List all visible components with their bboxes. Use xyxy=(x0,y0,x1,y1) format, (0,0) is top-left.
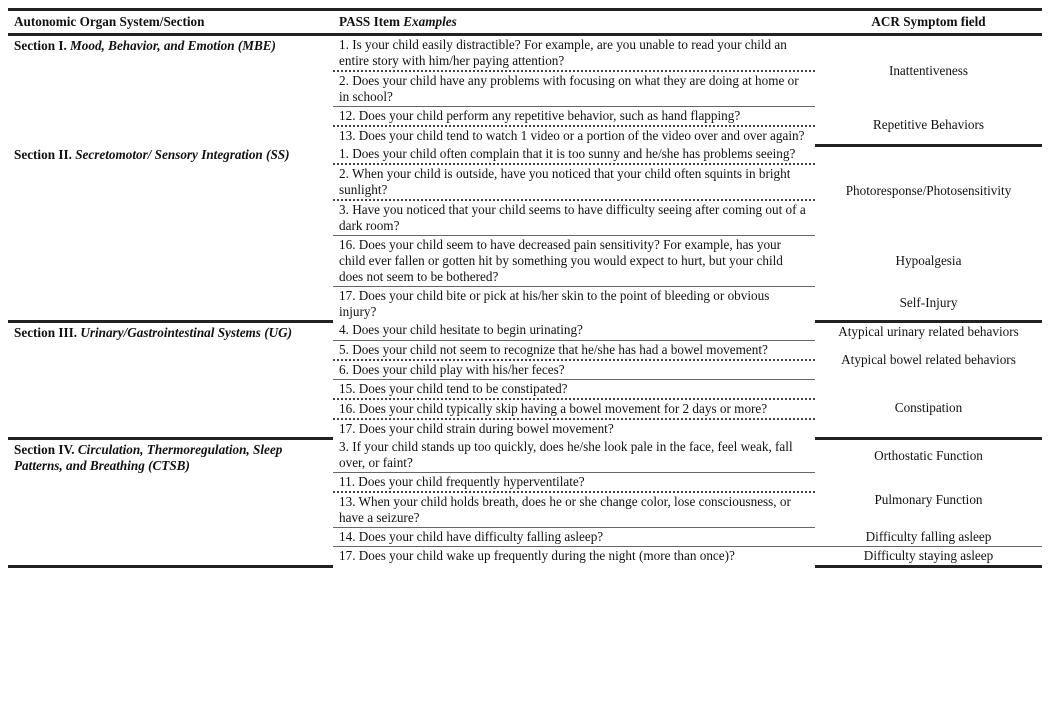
section-cell-ctsb xyxy=(8,438,333,567)
section-cell-ug xyxy=(8,321,333,438)
section-name: Mood, Behavior, and Emotion (MBE) xyxy=(70,38,276,53)
item-cell: 17. Does your child bite or pick at his/her skin to the point of bleeding or obvious injury? xyxy=(339,288,770,319)
item-cell: 6. Does your child play with his/her feces? xyxy=(333,360,815,380)
item-cell: 11. Does your child frequently hyperventilate? xyxy=(333,473,815,493)
item-cell: 2. Does your child have any problems with focusing on what they are doing at home or in school? xyxy=(333,71,815,107)
item-cell: 15. Does your child tend to be constipated? xyxy=(333,380,815,400)
acr-cell: Difficulty falling asleep xyxy=(815,528,1042,547)
table-row xyxy=(8,438,1042,473)
table-header-row xyxy=(8,10,1042,35)
acr-cell: Hypoalgesia xyxy=(895,253,962,268)
item-cell: 4. Does your child hesitate to begin urinating? xyxy=(333,321,815,341)
item-cell: 1. Is your child easily distractible? For example, are you unable to read your child an entire story with him/her paying attention? xyxy=(333,35,815,72)
item-cell: 5. Does your child not seem to recognize that he/she has had a bowel movement? xyxy=(333,341,815,361)
header-acr: ACR Symptom field xyxy=(815,10,1042,35)
section-label: Section I. xyxy=(14,38,67,53)
item-cell: 3. If your child stands up too quickly, does he/she look pale in the face, feel weak, fall over, or faint? xyxy=(333,438,815,473)
acr-cell: Constipation xyxy=(815,380,1042,439)
acr-cell: Orthostatic Function xyxy=(874,448,983,463)
acr-cell: Difficulty staying asleep xyxy=(815,547,1042,567)
item-cell: 12. Does your child perform any repetitive behavior, such as hand flapping? xyxy=(333,107,815,127)
table-row xyxy=(8,321,1042,341)
header-pass-items xyxy=(333,10,815,35)
section-name: Circulation, Thermoregulation, Sleep Patterns, and Breathing (CTSB) xyxy=(14,441,283,473)
item-cell: 16. Does your child typically skip having a bowel movement for 2 days or more? xyxy=(333,399,815,419)
item-cell: 1. Does your child often complain that it is too sunny and he/she has problems seeing? xyxy=(333,145,815,164)
item-cell: 17. Does your child wake up frequently during the night (more than once)? xyxy=(339,548,735,563)
acr-cell: Inattentiveness xyxy=(888,63,969,79)
item-cell: 13. Does your child tend to watch 1 video or a portion of the video over and over again? xyxy=(339,128,805,143)
item-cell: 17. Does your child strain during bowel movement? xyxy=(339,421,614,436)
header-section: Autonomic Organ System/Section xyxy=(8,10,333,35)
section-label: Section II. xyxy=(14,147,72,162)
item-cell: 13. When your child holds breath, does he or she change color, lose consciousness, or have a seizure? xyxy=(333,492,815,528)
item-cell: 14. Does your child have difficulty falling asleep? xyxy=(333,528,815,547)
table-row xyxy=(8,145,1042,164)
section-cell-mbe xyxy=(8,35,333,146)
acr-cell: Pulmonary Function xyxy=(874,492,983,507)
section-label: Section III. xyxy=(14,324,78,340)
section-name: Secretomotor/ Sensory Integration (SS) xyxy=(75,147,290,162)
acr-cell: Photoresponse/Photosensitivity xyxy=(845,183,1012,198)
header-pass-italic: Examples xyxy=(403,14,457,29)
item-cell: 3. Have you noticed that your child seems to have difficulty seeing after coming out of a dark room? xyxy=(333,200,815,236)
table-row xyxy=(8,35,1042,72)
acr-cell: Repetitive Behaviors xyxy=(815,107,1042,146)
header-pass-prefix: PASS Item xyxy=(339,14,400,29)
item-cell: 2. When your child is outside, have you noticed that your child often squints in bright sunlight? xyxy=(333,164,815,200)
item-cell: 16. Does your child seem to have decreased pain sensitivity? For example, has your child ever fallen or gotten hit by something you would expect to hurt, but your child does not seem to be bothered? xyxy=(333,236,815,287)
pass-acr-table xyxy=(8,8,1042,568)
acr-cell: Self-Injury xyxy=(815,287,1042,322)
section-name: Urinary/Gastrointestinal Systems (UG) xyxy=(80,324,293,340)
acr-cell: Atypical bowel related behaviors xyxy=(841,352,1016,367)
section-cell-ss xyxy=(8,145,333,321)
acr-cell: Atypical urinary related behaviors xyxy=(838,323,1019,339)
section-label: Section IV. xyxy=(14,441,75,457)
